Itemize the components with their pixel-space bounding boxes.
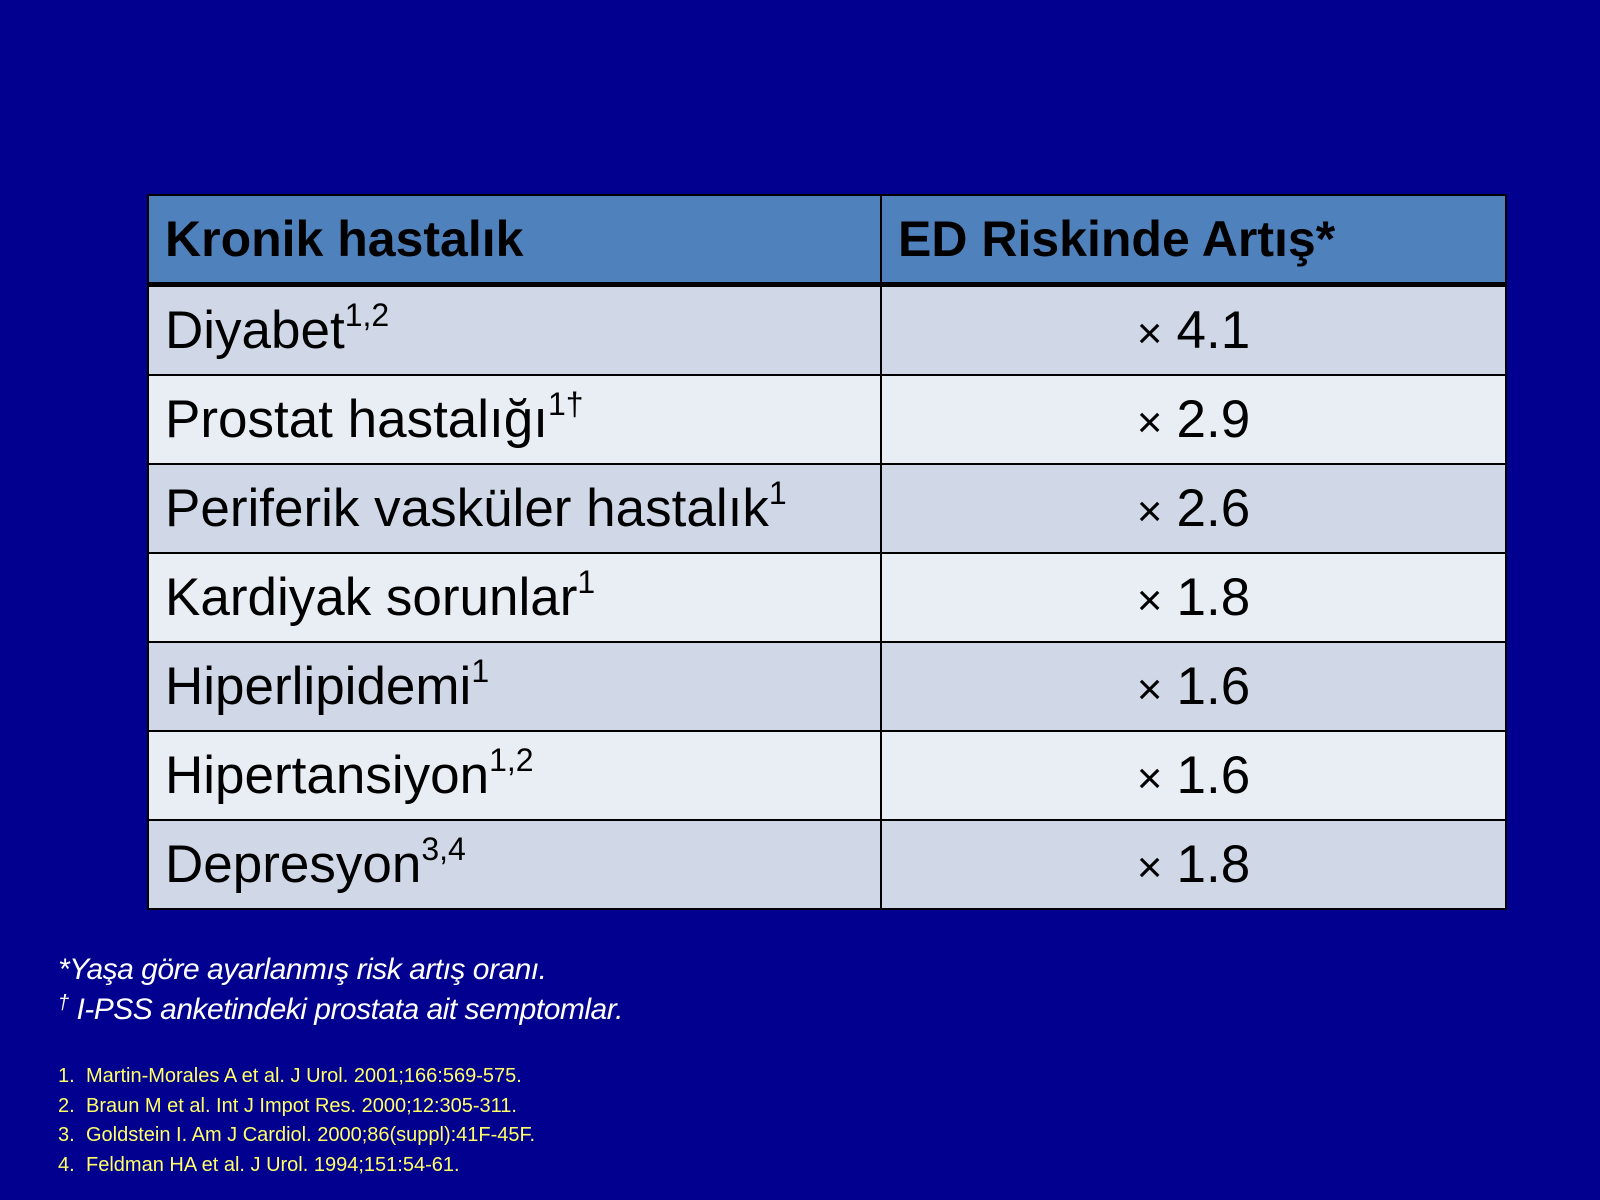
risk-value: 1.6	[1176, 746, 1251, 805]
disease-label: Periferik vasküler hastalık	[165, 479, 769, 538]
reference-number: 1.	[58, 1065, 75, 1087]
risk-value: 1.8	[1176, 568, 1251, 627]
times-symbol: ×	[1136, 843, 1163, 892]
risk-value: 2.9	[1176, 390, 1251, 449]
risk-value-cell	[881, 375, 1506, 464]
times-symbol: ×	[1136, 665, 1163, 714]
disease-label: Hiperlipidemi	[165, 657, 472, 716]
times-symbol: ×	[1136, 754, 1163, 803]
risk-value: 1.8	[1176, 835, 1251, 894]
table-row	[148, 642, 1506, 731]
reference-text: Goldstein I. Am J Cardiol. 2000;86(suppl):41F-45F.	[86, 1124, 536, 1146]
header-ed-risk-increase: ED Riskinde Artış*	[881, 195, 1506, 285]
reference-item	[58, 1062, 535, 1092]
risk-value-cell	[881, 820, 1506, 909]
times-symbol: ×	[1136, 398, 1163, 447]
table-row	[148, 285, 1506, 376]
risk-value-cell	[881, 285, 1506, 376]
table-row	[148, 464, 1506, 553]
reference-item	[58, 1092, 535, 1122]
citation-superscript: 1	[471, 653, 490, 689]
asterisk-footnote: *Yaşa göre ayarlanmış risk artış oranı.	[58, 953, 547, 986]
times-symbol: ×	[1136, 576, 1163, 625]
reference-item	[58, 1151, 535, 1181]
times-symbol: ×	[1136, 487, 1163, 536]
table-row	[148, 820, 1506, 909]
risk-value-cell	[881, 731, 1506, 820]
disease-cell	[148, 553, 881, 642]
references-list	[58, 1062, 535, 1180]
risk-value-cell	[881, 464, 1506, 553]
risk-value-cell	[881, 642, 1506, 731]
reference-item	[58, 1121, 535, 1151]
citation-superscript: 3,4	[421, 831, 466, 867]
citation-superscript: 1,2	[344, 297, 390, 333]
reference-number: 2.	[58, 1094, 75, 1117]
citation-superscript: 1,2	[489, 742, 534, 778]
disease-label: Prostat hastalığı	[165, 390, 548, 449]
citation-superscript: 1	[577, 564, 596, 600]
reference-number: 4.	[58, 1153, 75, 1176]
reference-number: 3.	[58, 1124, 75, 1146]
citation-superscript: 1†	[547, 386, 584, 422]
risk-table	[147, 194, 1507, 910]
disease-label: Depresyon	[165, 835, 422, 894]
dagger-footnote-text: I-PSS anketindeki prostata ait semptomlar.	[68, 993, 623, 1026]
disease-label: Kardiyak sorunlar	[165, 568, 578, 627]
footnotes	[58, 950, 623, 1030]
risk-value: 2.6	[1176, 479, 1251, 538]
disease-label: Diyabet	[165, 301, 345, 360]
reference-text: Martin-Morales A et al. J Urol. 2001;166:569-575.	[86, 1065, 522, 1087]
disease-cell	[148, 464, 881, 553]
disease-cell	[148, 731, 881, 820]
table-row	[148, 553, 1506, 642]
disease-cell	[148, 375, 881, 464]
citation-superscript: 1	[768, 475, 787, 511]
risk-value: 1.6	[1176, 657, 1251, 716]
dagger-footnote	[58, 990, 623, 1030]
table-row	[148, 375, 1506, 464]
header-chronic-disease: Kronik hastalık	[148, 195, 881, 285]
reference-text: Braun M et al. Int J Impot Res. 2000;12:305-311.	[86, 1094, 517, 1117]
disease-cell	[148, 285, 881, 376]
risk-value: 4.1	[1176, 301, 1251, 360]
dagger-symbol: †	[58, 992, 69, 1014]
disease-cell	[148, 642, 881, 731]
disease-cell	[148, 820, 881, 909]
disease-label: Hipertansiyon	[165, 746, 490, 805]
reference-text: Feldman HA et al. J Urol. 1994;151:54-61.	[86, 1153, 460, 1176]
table-header-row	[148, 195, 1506, 285]
risk-value-cell	[881, 553, 1506, 642]
table-row	[148, 731, 1506, 820]
times-symbol: ×	[1136, 309, 1163, 358]
